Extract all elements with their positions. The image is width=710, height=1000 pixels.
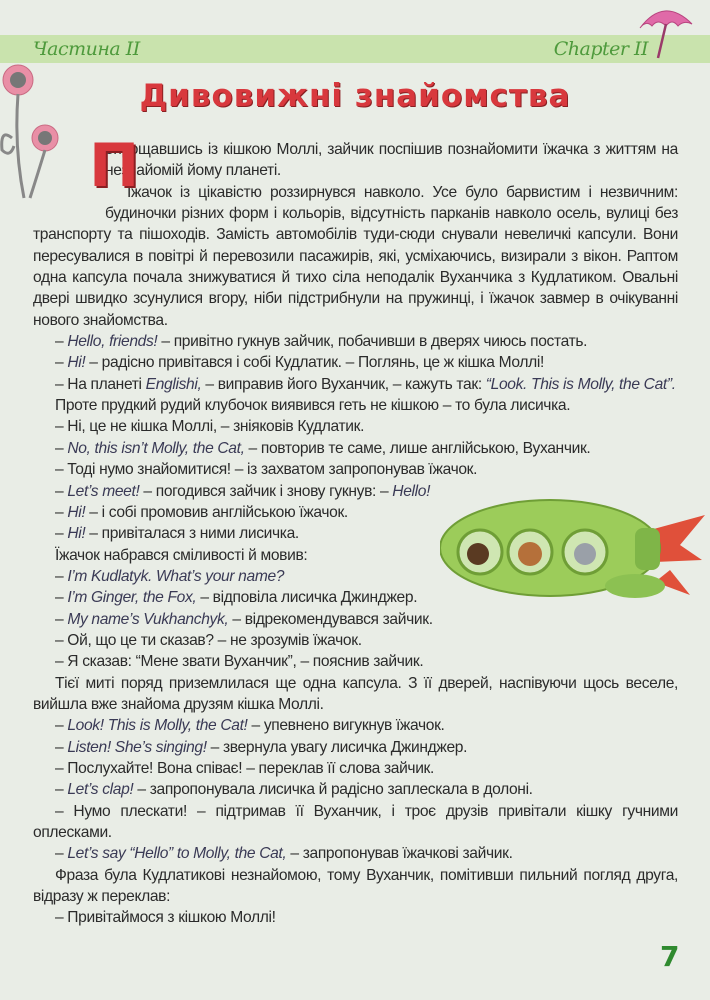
english-phrase: Let’s say “Hello” to Molly, the Cat, bbox=[67, 845, 287, 863]
rocket-capsule-illustration bbox=[440, 490, 710, 610]
english-phrase: Hi! bbox=[67, 503, 86, 521]
paragraph bbox=[33, 758, 678, 779]
text-segment: Їжачок із цікавістю роззирнувся навколо. Усе було барвистим і незвичним: будиночки різних форм і кольорів, відсутність парканів навколо осель, вулиці без транспорту та пішоходів. Замість автомобілів туди-сюди снували невеличкі капсули. Вони пересувалися в повітрі й перевозили пасажирів, які, усміхаючись, визирали з вікон. Раптом одна капсула почала знижуватися й тихо сіла неподалік Вуханчика з Кудлатиком. Овальні двері швидко зсунулися вгору, ніби підстрибнули на пружинці, і їжачок завмер в очікуванні нового знайомства. bbox=[33, 183, 678, 329]
text-segment: – bbox=[55, 845, 68, 863]
paragraph bbox=[33, 801, 678, 844]
paragraph bbox=[33, 182, 678, 331]
text-segment: – звернула увагу лисичка Джинджер. bbox=[206, 738, 468, 756]
paragraph bbox=[33, 459, 678, 480]
text-segment: – Я сказав: “Мене звати Вуханчик”, – пояснив зайчик. bbox=[55, 653, 424, 671]
english-phrase: “Look. This is Molly, the Cat”. bbox=[485, 375, 676, 393]
text-segment: – Послухайте! Вона співає! – переклав її слова зайчик. bbox=[55, 759, 435, 777]
paragraph bbox=[33, 609, 678, 630]
paragraph bbox=[33, 438, 678, 459]
text-segment: – Тоді нумо знайомитися! – із захватом запропонував їжачок. bbox=[55, 461, 478, 479]
text-segment: – відповіла лисичка Джинджер. bbox=[196, 589, 418, 607]
text-segment: – bbox=[55, 503, 68, 521]
part-label: Частина ІІ bbox=[33, 38, 140, 60]
text-segment: Тієї миті поряд приземлилася ще одна капсула. З її дверей, наспівуючи щось веселе, вийшла вже знайома друзям кішка Моллі. bbox=[33, 674, 678, 713]
text-segment: – Ні, це не кішка Моллі, – зніяковів Кудлатик. bbox=[55, 418, 365, 436]
english-phrase: Hello! bbox=[392, 482, 431, 500]
text-segment: – bbox=[55, 354, 68, 372]
english-phrase: Let’s clap! bbox=[67, 781, 134, 799]
paragraph bbox=[33, 843, 678, 864]
text-segment: – bbox=[55, 567, 68, 585]
paragraph bbox=[33, 331, 678, 352]
paragraph bbox=[33, 673, 678, 716]
paragraph bbox=[33, 352, 678, 373]
umbrella-icon bbox=[636, 2, 696, 60]
text-segment: – запропонувала лисичка й радісно заплескала в долоні. bbox=[133, 781, 533, 799]
text-segment: – bbox=[55, 610, 68, 628]
paragraph bbox=[33, 395, 678, 416]
text-segment: – bbox=[55, 781, 68, 799]
english-phrase: Look! This is Molly, the Cat! bbox=[67, 717, 248, 735]
page-number: 7 bbox=[660, 940, 680, 973]
text-segment: – bbox=[55, 333, 68, 351]
chapter-label: Chapter II bbox=[553, 38, 648, 60]
text-segment: – bbox=[55, 439, 68, 457]
text-segment: Проте прудкий рудий клубочок виявився геть не кішкою – то була лисичка. bbox=[55, 397, 571, 415]
text-segment: – запропонував їжачкові зайчик. bbox=[286, 845, 513, 863]
text-segment: – bbox=[55, 717, 68, 735]
english-phrase: My name’s Vukhanchyk, bbox=[67, 610, 229, 628]
text-segment: – привіталася з ними лисичка. bbox=[85, 525, 299, 543]
text-segment: Фраза була Кудлатикові незнайомою, тому Вуханчик, помітивши пильний погляд друга, відразу ж переклав: bbox=[33, 866, 678, 906]
text-segment: – виправив його Вуханчик, – кажуть так: bbox=[201, 375, 486, 393]
paragraph bbox=[33, 715, 678, 736]
paragraph bbox=[33, 416, 678, 437]
text-segment: Їжачок набрався сміливості й мовив: bbox=[55, 546, 308, 564]
text-segment: – Привітаймося з кішкою Моллі! bbox=[55, 909, 276, 927]
english-phrase: Hello, friends! bbox=[67, 333, 158, 351]
english-phrase: I’m Ginger, the Fox, bbox=[67, 589, 197, 607]
english-phrase: Hi! bbox=[67, 354, 86, 372]
english-phrase: Hi! bbox=[67, 525, 86, 543]
paragraph bbox=[33, 630, 678, 651]
english-phrase: Listen! She’s singing! bbox=[67, 738, 207, 756]
paragraph bbox=[33, 737, 678, 758]
drop-cap: П bbox=[89, 131, 139, 201]
english-phrase: No, this isn’t Molly, the Cat, bbox=[67, 439, 245, 457]
text-segment: – Нумо плескати! – підтримав її Вуханчик, і троє друзів привітали кішку гучними оплесками. bbox=[33, 802, 678, 841]
english-phrase: Let’s meet! bbox=[67, 482, 140, 500]
text-segment: – радісно привітався і собі Кудлатик. – Поглянь, це ж кішка Моллі! bbox=[85, 354, 544, 372]
text-segment: – і собі промовив англійською їжачок. bbox=[85, 503, 348, 521]
text-segment: – повторив те саме, лише англійською, Вуханчик. bbox=[244, 439, 591, 457]
english-phrase: I’m Kudlatyk. What’s your name? bbox=[67, 567, 285, 585]
text-segment: – Ой, що це ти сказав? – не зрозумів їжачок. bbox=[55, 631, 362, 649]
paragraph bbox=[33, 374, 678, 395]
english-phrase: Englishi, bbox=[145, 375, 202, 393]
paragraph bbox=[33, 907, 678, 928]
paragraph bbox=[33, 865, 678, 908]
text-segment: – відрекомендувався зайчик. bbox=[228, 610, 433, 628]
text-segment: – bbox=[55, 482, 68, 500]
text-segment: – упевнено вигукнув їжачок. bbox=[247, 717, 445, 735]
paragraph bbox=[33, 779, 678, 800]
text-segment: – привітно гукнув зайчик, побачивши в дверях чиюсь постать. bbox=[157, 333, 588, 351]
text-segment: опрощавшись із кішкою Моллі, зайчик поспішив познайомити їжачка з життям на незнайомій йому планеті. bbox=[105, 141, 678, 180]
text-segment: – bbox=[55, 738, 68, 756]
paragraph bbox=[33, 651, 678, 672]
text-segment: – погодився зайчик і знову гукнув: – bbox=[139, 482, 393, 500]
text-segment: – bbox=[55, 589, 68, 607]
text-segment: – На планеті bbox=[55, 375, 146, 393]
page-title: Дивовижні знайомства bbox=[139, 78, 571, 114]
text-segment: – bbox=[55, 525, 68, 543]
